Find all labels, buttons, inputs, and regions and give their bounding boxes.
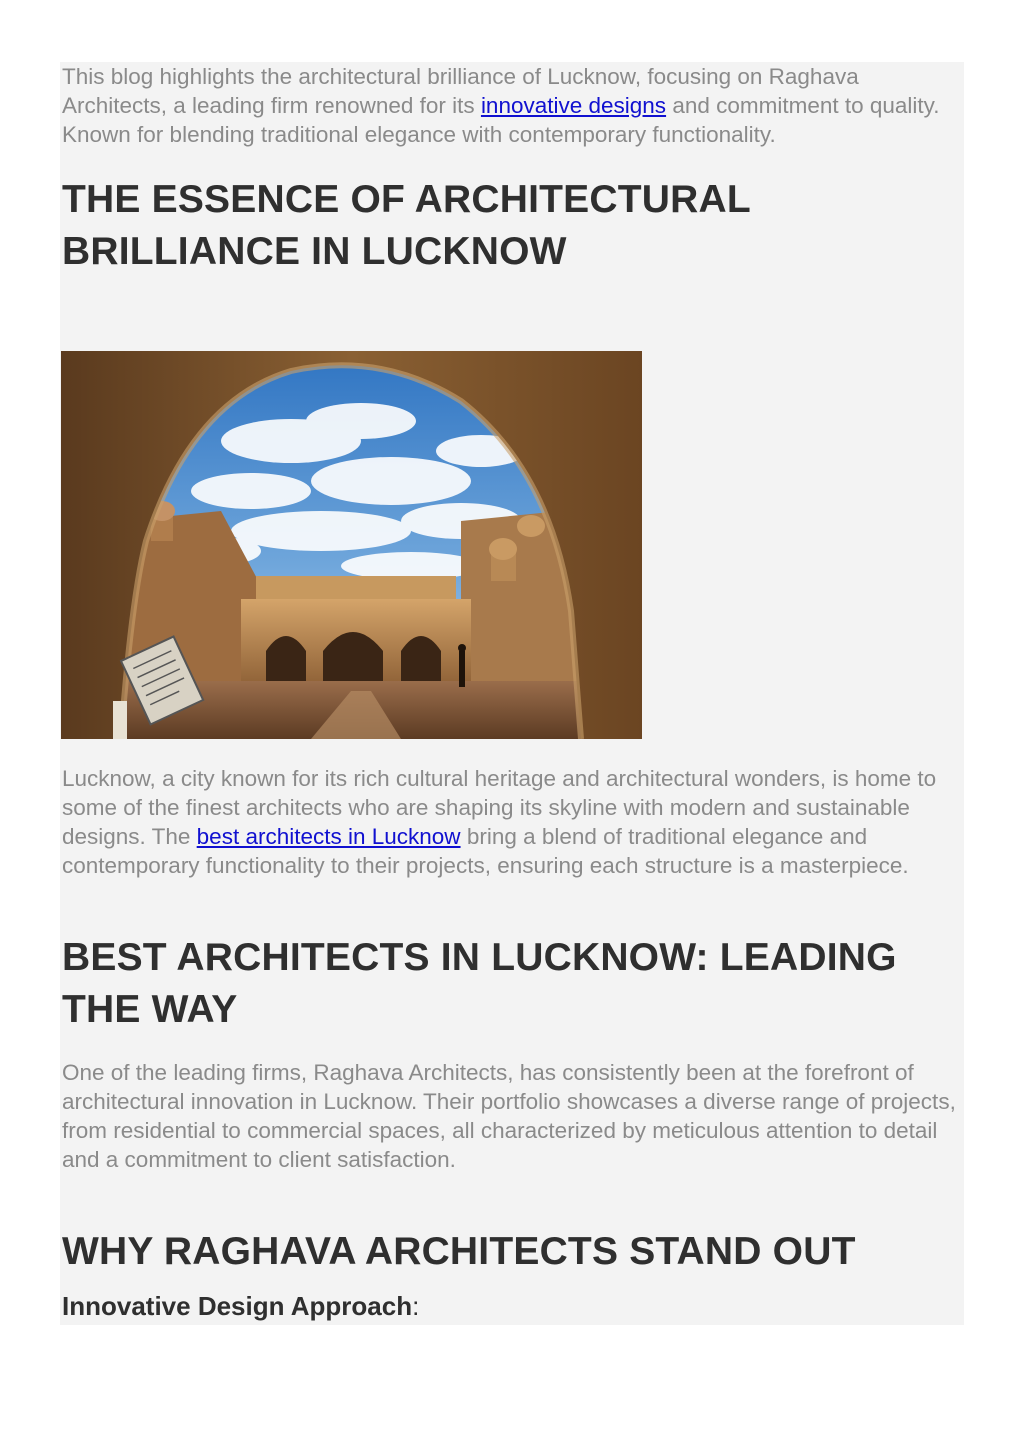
innovative-design-subheading-label: Innovative Design Approach: [62, 1291, 413, 1321]
raghava-paragraph: One of the leading firms, Raghava Architects, has consistently been at the forefront of architectural innovation in Lucknow. Their portfolio showcases a diverse range of projects, from residential to commercial spaces, all characterized by meticulous attention to detail and a commitment to client satisfaction.: [62, 1060, 956, 1172]
innovative-design-colon: :: [412, 1291, 420, 1321]
intro-paragraph: [62, 62, 957, 149]
section-heading-best-architects: [62, 932, 957, 1036]
section-heading-essence-line1: THE ESSENCE OF ARCHITECTURAL: [62, 178, 751, 221]
innovative-designs-link[interactable]: innovative designs: [480, 93, 667, 118]
lucknow-text-end: bring a blend of traditional elegance and contemporary functionality to their projects, ensuring each structure is a masterpiece.: [62, 824, 909, 878]
section-heading-best-architects-line1: BEST ARCHITECTS IN LUCKNOW: LEADING: [62, 936, 897, 979]
lucknow-text-start: Lucknow, a city known for its rich cultural heritage and architectural wonders, is home to some of the finest architects who are shaping its skyline with modern and sustainable designs. The: [62, 766, 937, 849]
courtyard-arch-photo: [61, 351, 642, 739]
section-heading-essence-line2: BRILLIANCE IN LUCKNOW: [62, 230, 567, 273]
intro-text-end: and commitment to quality. Known for blending traditional elegance with contemporary functionality.: [62, 93, 940, 147]
section-heading-why-raghava: WHY RAGHAVA ARCHITECTS STAND OUT: [62, 1230, 856, 1273]
best-architects-link[interactable]: best architects in Lucknow: [196, 824, 461, 849]
intro-text-start: This blog highlights the architectural brilliance of Lucknow, focusing on Raghava Architects, a leading firm renowned for its: [62, 64, 859, 118]
section-heading-essence: [62, 174, 957, 278]
innovative-design-subheading: [62, 1290, 957, 1322]
lucknow-paragraph: [62, 764, 957, 880]
section-heading-best-architects-line2: THE WAY: [62, 988, 238, 1031]
